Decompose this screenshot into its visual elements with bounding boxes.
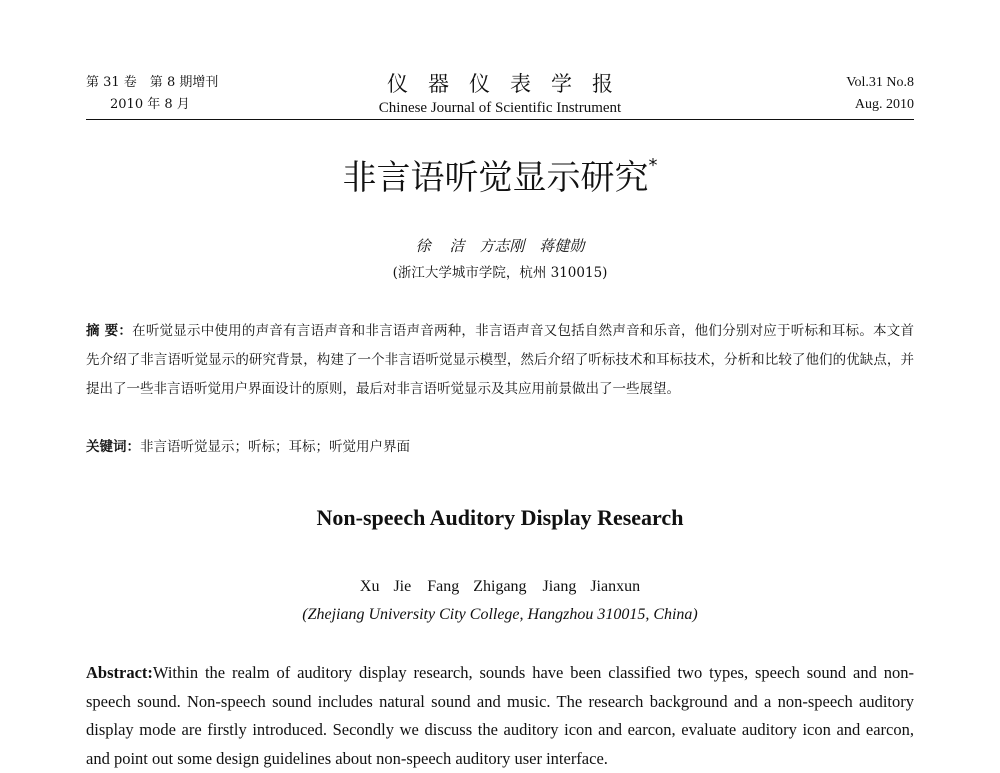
header-volume-info (846, 72, 914, 116)
running-header (86, 72, 914, 118)
header-volume-cn: 第 31 卷 第 8 期增刊 (86, 75, 219, 90)
keywords-cn-label: 关键词： (86, 439, 140, 455)
abstract-cn-text: 在听觉显示中使用的声音有言语声音和非言语声音两种，非言语声音又包括自然声音和乐音，他们分别对应于听标和耳标。本文首先介绍了非言语听觉显示的研究背景，构建了一个非言语听觉显示模型，然后介绍了听标技术和耳标技术，分析和比较了他们的优缺点，并提出了一些非言语听觉用户界面设计的原则，最后对非言语听觉显示及其应用前景做出了一些展望。 (86, 323, 915, 397)
abstract-en-label: Abstract: (86, 663, 153, 682)
abstract-cn (86, 317, 914, 404)
abstract-cn-label: 摘 要： (86, 323, 133, 339)
paper-title-cn (0, 156, 1000, 200)
header-rule (86, 119, 914, 120)
affiliation-cn: (浙江大学城市学院，杭州 310015) (392, 265, 608, 281)
abstract-en (86, 659, 914, 773)
keywords-cn (86, 433, 914, 462)
authors-cn: 徐 洁 方志刚 蒋健勋 (415, 237, 585, 255)
title-footnote-mark: * (648, 155, 658, 176)
journal-name-cn: 仪器仪表学报 (387, 72, 633, 96)
title-cn-text: 非言语听觉显示研究 (342, 158, 649, 198)
keywords-cn-text: 非言语听觉显示；听标；耳标；听觉用户界面 (140, 439, 410, 455)
affiliation-en: (Zhejiang University City College, Hangzhou 310015, China) (302, 606, 698, 623)
abstract-en-text: Within the realm of auditory display research, sounds have been classified two types, speech sound and non-speech sound. Non-speech sound includes natural sound and music. The research background and a non-speech auditory display mode are firstly introduced. Secondly we discuss the auditory icon and earcon, evaluate auditory icon and earcon, and point out some design guidelines about non-speech auditory user interface. (86, 663, 914, 768)
header-volume-en: Vol.31 No.8 (846, 75, 914, 90)
header-journal (86, 72, 914, 120)
header-date-cn: 2010 年 8 月 (110, 97, 190, 112)
paper-title-en: Non-speech Auditory Display Research (316, 505, 684, 530)
journal-name-en: Chinese Journal of Scientific Instrument (378, 100, 622, 116)
authors-en: Xu Jie Fang Zhigang Jiang Jianxun (359, 578, 641, 595)
header-date-en: Aug. 2010 (854, 97, 914, 112)
